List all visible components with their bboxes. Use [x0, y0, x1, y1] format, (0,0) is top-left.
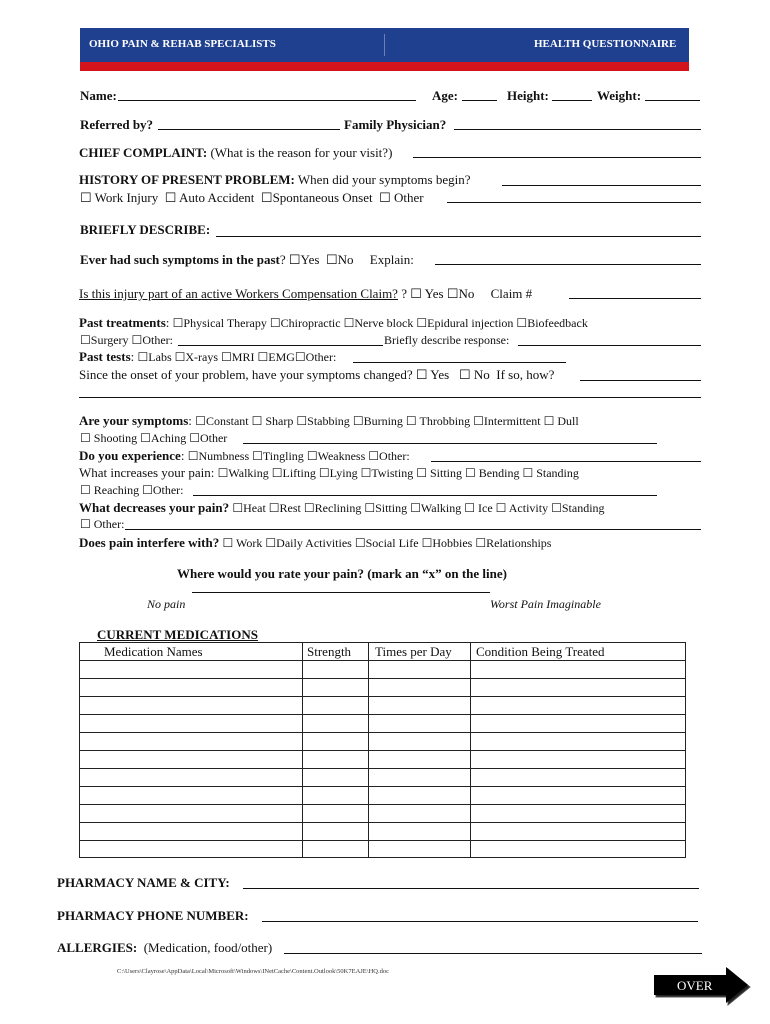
medications-table — [79, 642, 686, 858]
how-field-2[interactable] — [79, 397, 701, 398]
checkbox[interactable]: ☐ — [495, 501, 507, 515]
checkbox[interactable]: ☐ — [260, 190, 273, 205]
checkbox[interactable]: ☐ — [80, 517, 91, 531]
checkbox[interactable]: ☐ — [80, 431, 91, 445]
checkbox[interactable]: ☐ — [221, 350, 232, 364]
symptoms-are-row-2: ☐ Shooting ☐Aching ☐Other — [80, 431, 228, 445]
checkbox[interactable]: ☐ — [257, 350, 269, 364]
past-symptoms-row: Ever had such symptoms in the past? ☐Yes ☐No Explain: — [80, 252, 414, 267]
checkbox[interactable]: ☐ — [303, 501, 315, 515]
history-options: ☐ Work Injury ☐ Auto Accident ☐Spontaneous Onset ☐ Other — [80, 190, 424, 205]
rate-pain-question: Where would you rate your pain? (mark an “x” on the line) — [177, 566, 507, 581]
increases-row: What increases your pain: ☐Walking ☐Lifting ☐Lying ☐Twisting ☐ Sitting ☐ Bending ☐ Standing — [79, 465, 579, 480]
header-red-stripe — [80, 62, 689, 71]
checkbox[interactable]: ☐ — [164, 190, 177, 205]
col-condition: Condition Being Treated — [476, 644, 605, 659]
checkbox[interactable]: ☐ — [271, 466, 283, 480]
claim-field[interactable] — [569, 298, 701, 299]
checkbox[interactable]: ☐ — [415, 367, 428, 382]
symptom-begin-field[interactable] — [502, 185, 701, 186]
checkbox[interactable]: ☐ — [306, 449, 318, 463]
checkbox[interactable]: ☐ — [360, 466, 372, 480]
checkbox[interactable]: ☐ — [80, 333, 91, 347]
treatment-other-field[interactable] — [178, 345, 383, 346]
surgery-row: ☐Surgery ☐Other: — [80, 333, 173, 347]
checkbox[interactable]: ☐ — [142, 483, 153, 497]
checkbox[interactable]: ☐ — [446, 286, 459, 301]
age-label: Age: — [432, 88, 458, 103]
checkbox[interactable]: ☐ — [232, 501, 244, 515]
practice-name: OHIO PAIN & REHAB SPECIALISTS — [89, 38, 276, 50]
referred-by-label: Referred by? — [80, 117, 154, 132]
allergies-field[interactable] — [284, 953, 702, 954]
checkbox[interactable]: ☐ — [268, 501, 280, 515]
header-divider — [384, 34, 385, 56]
checkbox[interactable]: ☐ — [174, 350, 186, 364]
checkbox[interactable]: ☐ — [473, 414, 484, 428]
checkbox[interactable]: ☐ — [137, 350, 149, 364]
col-medication-names: Medication Names — [104, 644, 203, 659]
briefly-describe-response: Briefly describe response: — [384, 333, 510, 347]
checkbox[interactable]: ☐ — [294, 350, 306, 364]
checkbox[interactable]: ☐ — [364, 501, 376, 515]
worst-pain-label: Worst Pain Imaginable — [490, 597, 601, 611]
checkbox[interactable]: ☐ — [405, 414, 417, 428]
checkbox[interactable]: ☐ — [265, 536, 277, 550]
checkbox[interactable]: ☐ — [195, 414, 206, 428]
checkbox[interactable]: ☐ — [516, 316, 528, 330]
col-strength: Strength — [307, 644, 352, 659]
explain-field[interactable] — [435, 264, 701, 265]
name-label: Name: — [80, 88, 117, 103]
allergies-row: ALLERGIES: (Medication, food/other) — [57, 940, 273, 955]
chief-complaint: CHIEF COMPLAINT: (What is the reason for your visit?) — [79, 145, 393, 160]
family-physician-field[interactable] — [454, 129, 701, 130]
symptoms-changed-row: Since the onset of your problem, have your symptoms changed? ☐ Yes ☐ No If so, how? — [79, 367, 555, 382]
checkbox[interactable]: ☐ — [410, 286, 422, 301]
checkbox[interactable]: ☐ — [217, 466, 229, 480]
experience-other-field[interactable] — [431, 461, 701, 462]
name-field[interactable] — [118, 100, 416, 101]
checkbox[interactable]: ☐ — [80, 483, 91, 497]
symptoms-are-row: Are your symptoms: ☐Constant ☐ Sharp ☐Stabbing ☐Burning ☐ Throbbing ☐Intermittent ☐ Dull — [79, 413, 579, 428]
checkbox[interactable]: ☐ — [465, 466, 476, 480]
workers-comp-row: Is this injury part of an active Workers Compensation Claim? ? ☐ Yes ☐No Claim # — [79, 286, 533, 301]
checkbox[interactable]: ☐ — [222, 536, 234, 550]
checkbox[interactable]: ☐ — [325, 252, 338, 267]
past-treatments-row: Past treatments: ☐Physical Therapy ☐Chiropractic ☐Nerve block ☐Epidural injection ☐Biofeedback — [79, 315, 588, 330]
decreases-other-field[interactable] — [125, 529, 701, 530]
no-pain-label: No pain — [147, 597, 186, 611]
checkbox[interactable]: ☐ — [551, 501, 562, 515]
checkbox[interactable]: ☐ — [189, 431, 200, 445]
checkbox[interactable]: ☐ — [318, 466, 330, 480]
checkbox[interactable]: ☐ — [296, 414, 308, 428]
medications-title: CURRENT MEDICATIONS — [97, 627, 258, 642]
response-field[interactable] — [518, 345, 701, 346]
referred-by-field[interactable] — [158, 129, 340, 130]
checkbox[interactable]: ☐ — [416, 316, 428, 330]
checkbox[interactable]: ☐ — [368, 449, 380, 463]
history-other-field[interactable] — [447, 202, 701, 203]
checkbox[interactable]: ☐ — [80, 190, 92, 205]
checkbox[interactable]: ☐ — [354, 536, 366, 550]
chief-complaint-field[interactable] — [413, 157, 701, 158]
pain-scale-line[interactable] — [192, 592, 490, 593]
pharmacy-phone-field[interactable] — [262, 921, 698, 922]
history-question: HISTORY OF PRESENT PROBLEM: When did your symptoms begin? — [79, 172, 471, 187]
checkbox[interactable]: ☐ — [379, 190, 391, 205]
interfere-row: Does pain interfere with? ☐ Work ☐Daily Activities ☐Social Life ☐Hobbies ☐Relationships — [79, 535, 552, 550]
form-title: HEALTH QUESTIONNAIRE — [534, 38, 677, 50]
tests-other-field[interactable] — [353, 362, 566, 363]
decreases-row-2: ☐ Other: — [80, 517, 125, 531]
experience-row: Do you experience: ☐Numbness ☐Tingling ☐Weakness ☐Other: — [79, 448, 410, 463]
checkbox[interactable]: ☐ — [131, 333, 143, 347]
checkbox[interactable]: ☐ — [288, 252, 301, 267]
col-times-per-day: Times per Day — [375, 644, 452, 659]
checkbox[interactable]: ☐ — [416, 466, 427, 480]
checkbox[interactable]: ☐ — [343, 316, 355, 330]
checkbox[interactable]: ☐ — [269, 316, 281, 330]
family-physician-label: Family Physician? — [344, 117, 447, 132]
pharmacy-name-label: PHARMACY NAME & CITY: — [57, 875, 230, 890]
height-label: Height: — [507, 88, 549, 103]
checkbox[interactable]: ☐ — [140, 431, 151, 445]
increases-row-2: ☐ Reaching ☐Other: — [80, 483, 184, 497]
height-field[interactable] — [552, 100, 592, 101]
checkbox[interactable]: ☐ — [352, 414, 364, 428]
briefly-describe-field[interactable] — [216, 236, 701, 237]
pharmacy-phone-label: PHARMACY PHONE NUMBER: — [57, 908, 249, 923]
decreases-row: What decreases your pain? ☐Heat ☐Rest ☐Reclining ☐Sitting ☐Walking ☐ Ice ☐ Activity ☐Standing — [79, 500, 605, 515]
checkbox[interactable]: ☐ — [475, 536, 487, 550]
weight-label: Weight: — [597, 88, 642, 103]
checkbox[interactable]: ☐ — [251, 414, 263, 428]
symptoms-other-field[interactable] — [243, 443, 657, 444]
over-label: OVER — [677, 978, 713, 993]
checkbox[interactable]: ☐ — [522, 466, 534, 480]
checkbox[interactable]: ☐ — [464, 501, 475, 515]
increases-other-field[interactable] — [193, 495, 657, 496]
age-field[interactable] — [462, 100, 497, 101]
briefly-describe-label: BRIEFLY DESCRIBE: — [80, 222, 211, 237]
weight-field[interactable] — [645, 100, 700, 101]
how-field[interactable] — [580, 380, 701, 381]
checkbox[interactable]: ☐ — [172, 316, 184, 330]
checkbox[interactable]: ☐ — [543, 414, 555, 428]
checkbox[interactable]: ☐ — [252, 449, 263, 463]
pharmacy-name-field[interactable] — [243, 888, 699, 889]
past-tests-row: Past tests: ☐Labs ☐X-rays ☐MRI ☐EMG☐Other: — [79, 349, 337, 364]
checkbox[interactable]: ☐ — [410, 501, 421, 515]
checkbox[interactable]: ☐ — [421, 536, 433, 550]
file-path: C:\Users\Clayrose\AppData\Local\Microsoft\Windows\INetCache\Content.Outlook\50K7EAJE\HQ.doc — [117, 968, 389, 975]
checkbox[interactable]: ☐ — [458, 367, 471, 382]
checkbox[interactable]: ☐ — [187, 449, 199, 463]
